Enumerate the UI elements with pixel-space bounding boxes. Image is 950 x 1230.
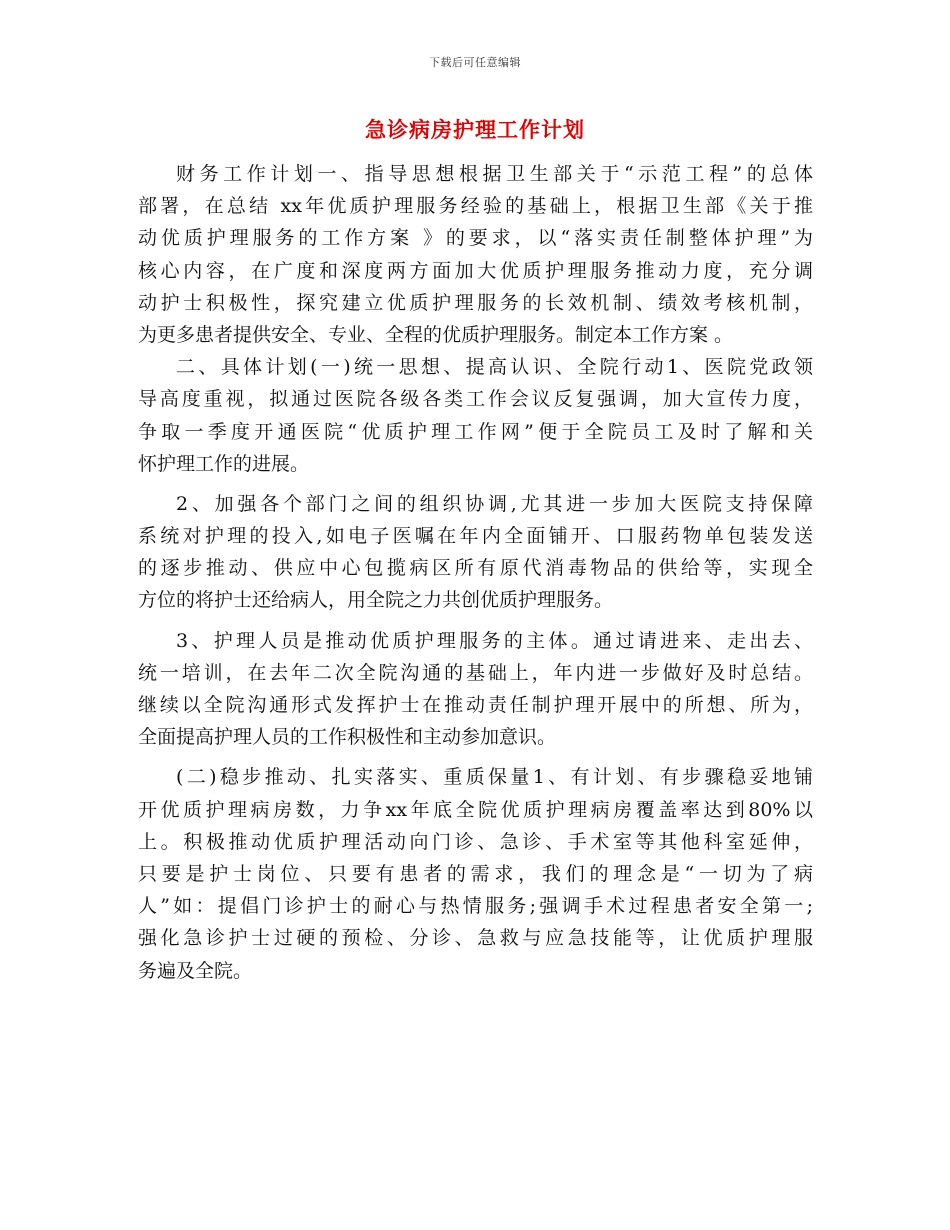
paragraph-line: 人”如：提倡门诊护士的耐心与热情服务;强调手术过程患者安全第一;	[138, 895, 813, 918]
paragraph-line: 动优质护理服务的工作方案 》的要求，以“落实责任制整体护理”为	[138, 227, 813, 250]
paragraph-line: 强化急诊护士过硬的预检、分诊、急救与应急技能等，让优质护理服	[138, 927, 813, 950]
document-title: 急诊病房护理工作计划	[365, 118, 585, 142]
paragraph-line: 务遍及全院。	[138, 959, 253, 982]
paragraph-4	[138, 625, 813, 754]
paragraph-line: 的逐步推动、供应中心包揽病区所有原代消毒物品的供给等，实现全	[138, 557, 813, 580]
paragraph-line: 二、具体计划(一)统一思想、提高认识、全院行动1、医院党政领	[176, 356, 813, 379]
document-body	[138, 158, 813, 987]
paragraph-line: 动护士积极性，探究建立优质护理服务的长效机制、绩效考核机制，	[138, 291, 813, 314]
paragraph-line: 只要是护士岗位、只要有患者的需求，我们的理念是“一切为了病	[138, 862, 813, 885]
paragraph-line: 全面提高护理人员的工作积极性和主动参加意识。	[138, 726, 557, 749]
paragraph-line: 开优质护理病房数，力争xx年底全院优质护理病房覆盖率达到80%以	[138, 798, 813, 821]
paragraph-line: 争取一季度开通医院“优质护理工作网”便于全院员工及时了解和关	[138, 420, 813, 443]
paragraph-gap	[138, 617, 813, 625]
paragraph-line: 导高度重视，拟通过医院各级各类工作会议反复强调，加大宣传力度，	[138, 388, 813, 411]
paragraph-line: 系统对护理的投入,如电子医嘱在年内全面铺开、口服药物单包装发送	[138, 525, 813, 548]
paragraph-line: 3、护理人员是推动优质护理服务的主体。通过请进来、走出去、	[176, 629, 813, 652]
paragraph-1	[138, 158, 813, 351]
paragraph-line: 财务工作计划一、指导思想根据卫生部关于“示范工程”的总体	[176, 163, 813, 185]
paragraph-line: 统一培训，在去年二次全院沟通的基础上，年内进一步做好及时总结。	[138, 661, 813, 684]
paragraph-line: 继续以全院沟通形式发挥护士在推动责任制护理开展中的所想、所为，	[138, 694, 813, 716]
paragraph-line: (二)稳步推动、扎实落实、重质保量1、有计划、有步骤稳妥地铺	[176, 766, 813, 789]
paragraph-line: 上。积极推动优质护理活动向门诊、急诊、手术室等其他科室延伸，	[138, 830, 813, 853]
paragraph-5	[138, 761, 813, 986]
paragraph-line: 2、加强各个部门之间的组织协调,尤其进一步加大医院支持保障	[176, 492, 813, 515]
paragraph-line: 部署，在总结 xx年优质护理服务经验的基础上，根据卫生部《关于推	[138, 195, 813, 218]
paragraph-gap	[138, 753, 813, 761]
paragraph-line: 核心内容，在广度和深度两方面加大优质护理服务推动力度，充分调	[138, 259, 813, 282]
header-note: 下载后可任意编辑	[429, 56, 521, 69]
paragraph-line: 为更多患者提供安全、专业、全程的优质护理服务。制定本工作方案 。	[138, 323, 734, 346]
paragraph-line: 方位的将护士还给病人，用全院之力共创优质护理服务。	[138, 589, 614, 612]
paragraph-2	[138, 351, 813, 480]
paragraph-3	[138, 488, 813, 617]
paragraph-gap	[138, 480, 813, 488]
paragraph-line: 怀护理工作的进展。	[138, 452, 310, 475]
